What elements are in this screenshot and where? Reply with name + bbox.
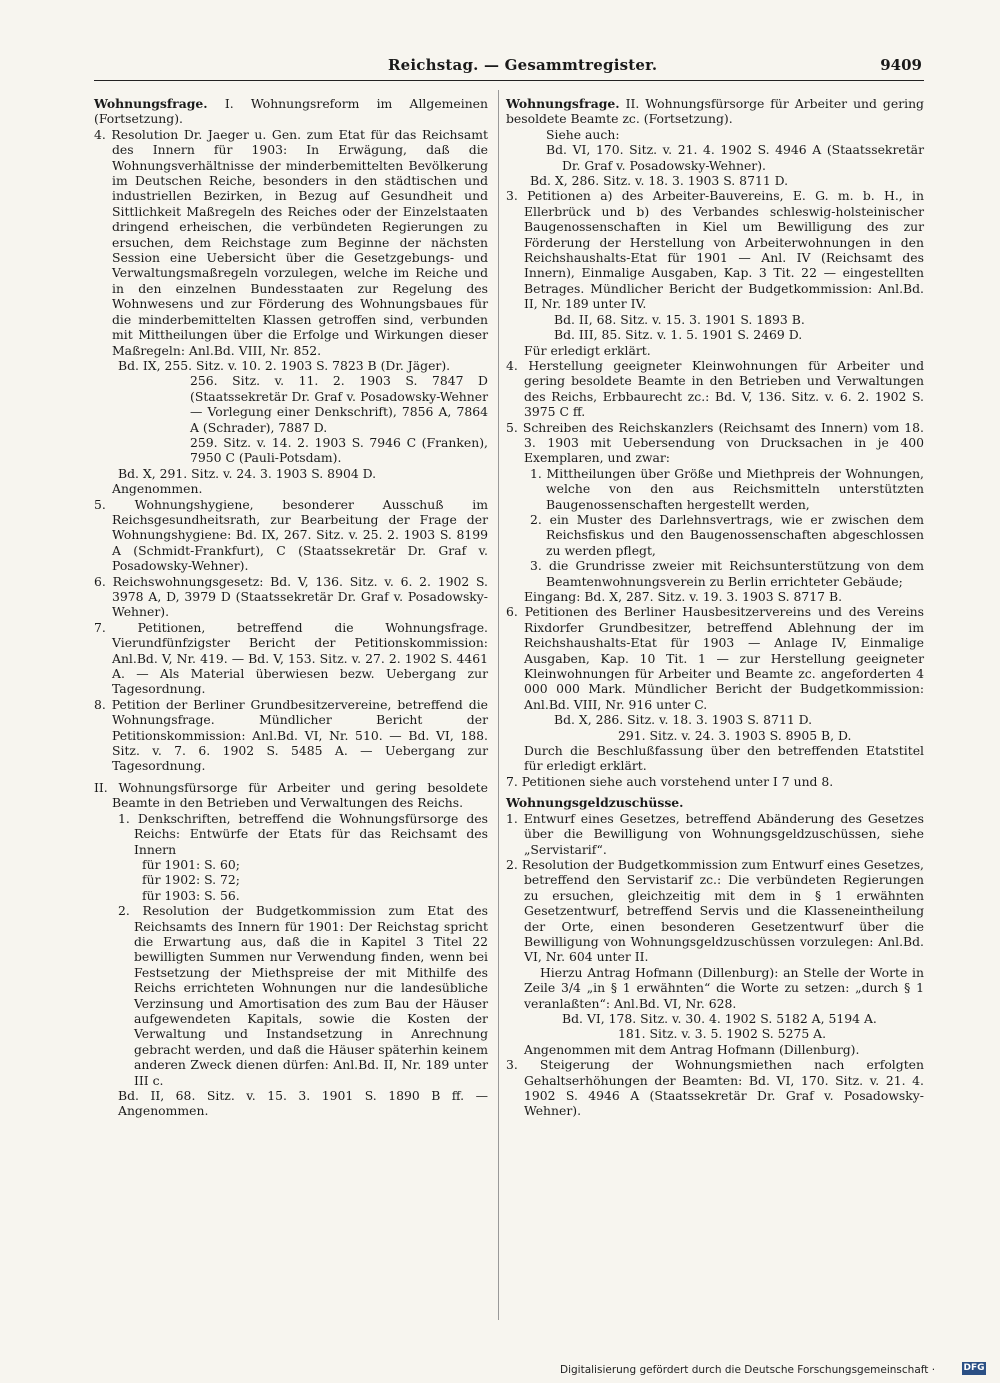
entry-4-result: Angenommen. — [112, 481, 203, 497]
right-column — [506, 96, 924, 1119]
entry-6-ref: Bd. X, 286. Sitz. v. 18. 3. 1903 S. 8711 D. — [554, 712, 813, 728]
entry-6: 6. Petitionen des Berliner Hausbesitzervereins und des Vereins Rixdorfer Grundbesitzer, betreffend Ablehnung der im Reichshaushalts-Etat für 1903 — Anlage IV, Einmalige Ausgaben, Kap. 10 Tit. 1 — zur Herstellung geeigneter Kleinwohnungen für Arbeiter und Beamte zc. angeforderten 4 000 000 Mark. Mündlicher Bericht der Budgetkommission: Anl.Bd. VIII, Nr. 916 unter C. — [506, 604, 924, 712]
entry-w2-amendment: Hierzu Antrag Hofmann (Dillenburg): an Stelle der Worte in Zeile 3/4 „in § 1 erwähnten“ die Worte zu setzen: „durch § 1 veranlaßten“: Anl.Bd. VI, Nr. 628. — [524, 964, 924, 1011]
entry-4-ref: Bd. IX, 255. Sitz. v. 10. 2. 1903 S. 7823 B (Dr. Jäger). — [118, 357, 451, 373]
entry-5-2: 2. ein Muster des Darlehnsvertrags, wie er zwischen dem Reichsfiskus und den Baugenossenschaften abgeschlossen zu werden pflegt, — [530, 511, 924, 558]
entry-ii-1-a: für 1901: S. 60; — [142, 856, 240, 872]
entry-3-ref: Bd. II, 68. Sitz. v. 15. 3. 1901 S. 1893 B. — [554, 311, 805, 327]
running-title: Reichstag. — Gesammtregister. — [388, 56, 658, 74]
entry-5: 5. Schreiben des Reichskanzlers (Reichsamt des Innern) vom 18. 3. 1903 mit Uebersendung von Drucksachen in je 400 Exemplaren, und zwar: — [506, 419, 924, 466]
entry-ii-2-ref: Bd. II, 68. Sitz. v. 15. 3. 1901 S. 1890 B ff. — Angenommen. — [118, 1088, 488, 1119]
entry-3-result: Für erledigt erklärt. — [524, 342, 651, 358]
entry-8: 8. Petition der Berliner Grundbesitzervereine, betreffend die Wohnungsfrage. Mündlicher Bericht der Petitionskommission: Anl.Bd. VI, Nr. 510. — Bd. VI, 188. Sitz. v. 7. 6. 1902 S. 5485 A. — Uebergang zur Tagesordnung. — [94, 696, 488, 774]
left-column — [94, 96, 488, 1119]
entry-4-ref: Bd. X, 291. Sitz. v. 24. 3. 1903 S. 8904 D. — [118, 465, 377, 481]
entry-w2-ref: Bd. VI, 178. Sitz. v. 30. 4. 1902 S. 5182 A, 5194 A. — [562, 1010, 877, 1026]
entry-w2: 2. Resolution der Budgetkommission zum Entwurf eines Gesetzes, betreffend den Servistarif zc.: Die verbündeten Regierungen zu ersuchen, gleichzeitig mit dem in § 1 erwähnten Gesetzentwurf, betreffend Servis und die Klasseneintheilung der Orte, einen besonderen Gesetzentwurf über die Bewilligung von Wohnungsgeldzuschüssen vorzulegen: Anl.Bd. VI, Nr. 604 unter II. — [506, 856, 924, 965]
entry-4: 4. Resolution Dr. Jaeger u. Gen. zum Etat für das Reichsamt des Innern für 1903: In Erwägung, daß die Wohnungsverhältnisse der minderbemittelten Bevölkerung im Deutschen Reiche, besonders in den städtischen und industriellen Bezirken, in Bezug auf Gesundheit und Sittlichkeit Maßregeln des Reiches oder der Einzelstaaten dringend erheischen, die verbündeten Regierungen zu ersuchen, dem Reichstage zum Beginne der nächsten Session eine Uebersicht über die Gesetzgebungs- und Verwaltungsmaßregeln vorzulegen, welche im Reiche und in den einzelnen Bundesstaaten zur Regelung des Wohnwesens und zur Förderung des Wohnungsbaues für die minderbemittelten Klassen getroffen sind, verbunden mit Mittheilungen über die Erfolge und Wirkungen dieser Maßregeln: Anl.Bd. VIII, Nr. 852. — [94, 126, 488, 358]
see-also-ref: Bd. VI, 170. Sitz. v. 21. 4. 1902 S. 4946 A (Staatssekretär Dr. Graf v. Posadowsky-Wehner). — [546, 142, 924, 173]
entry-ii-2: 2. Resolution der Budgetkommission zum Etat des Reichsamts des Innern für 1901: Der Reichstag spricht die Erwartung aus, daß die in Kapitel 3 Titel 22 bewilligten Summen nur Verwendung finden, wenn bei Festsetzung der Miethspreise der mit Mithilfe des Reichs errichteten Wohnungen nur die landesübliche Verzinsung und Amortisation des zum Bau der Häuser aufgewendeten Kapitals, sowie die Kosten der Verwaltung und Instandsetzung in Anrechnung gebracht werden, und daß die Häuser späterhin keinem anderen Zweck dienen dürfen: Anl.Bd. II, Nr. 189 unter III c. — [118, 903, 488, 1088]
column-divider — [498, 90, 499, 1320]
see-also-ref: Bd. X, 286. Sitz. v. 18. 3. 1903 S. 8711 D. — [530, 173, 789, 189]
entry-w1: 1. Entwurf eines Gesetzes, betreffend Abänderung des Gesetzes über die Bewilligung von Wohnungsgeldzuschüssen, siehe „Servistarif“. — [506, 810, 924, 857]
heading-keyword: Wohnungsfrage. — [506, 96, 620, 111]
entry-7: 7. Petitionen, betreffend die Wohnungsfrage. Vierundfünfzigster Bericht der Petitionskommission: Anl.Bd. V, Nr. 419. — Bd. V, 153. Sitz. v. 27. 2. 1902 S. 4461 A. — Als Material überwiesen bezw. Uebergang zur Tagesordnung. — [94, 619, 488, 697]
entry-7: 7. Petitionen siehe auch vorstehend unter I 7 und 8. — [506, 773, 834, 789]
section-heading — [506, 96, 924, 127]
entry-w3: 3. Steigerung der Wohnungsmiethen nach erfolgten Gehaltserhöhungen der Beamten: Bd. VI, 170. Sitz. v. 21. 4. 1902 S. 4946 A (Staatssekretär Dr. Graf v. Posadowsky-Wehner). — [506, 1057, 924, 1119]
entry-3-ref: Bd. III, 85. Sitz. v. 1. 5. 1901 S. 2469 D. — [554, 327, 803, 343]
heading-text: I. Wohnungsreform im Allgemeinen (Fortsetzung). — [94, 96, 488, 127]
section-heading — [94, 96, 488, 127]
entry-4-ref: 256. Sitz. v. 11. 2. 1903 S. 7847 D (Staatssekretär Dr. Graf v. Posadowsky-Wehner — Vorlegung einer Denkschrift), 7856 A, 7864 A (Schrader), 7887 D. — [190, 373, 488, 435]
heading-keyword: Wohnungsfrage. — [94, 96, 208, 111]
header-rule — [94, 80, 924, 81]
digitization-credit: Digitalisierung gefördert durch die Deutsche Forschungsgemeinschaft · — [560, 1364, 936, 1376]
page-number: 9409 — [880, 56, 922, 74]
entry-4-ref: 259. Sitz. v. 14. 2. 1903 S. 7946 C (Franken), 7950 C (Pauli-Potsdam). — [190, 434, 488, 466]
dfg-logo: DFG — [963, 1363, 985, 1373]
entry-ii-1-b: für 1902: S. 72; — [142, 872, 240, 888]
entry-6-ref: 291. Sitz. v. 24. 3. 1903 S. 8905 B, D. — [618, 727, 852, 743]
section-heading-2: Wohnungsgeldzuschüsse. — [506, 795, 684, 811]
entry-ii-1: 1. Denkschriften, betreffend die Wohnungsfürsorge des Reichs: Entwürfe der Etats für das Reichsamt des Innern — [118, 810, 488, 857]
entry-5-1: 1. Mittheilungen über Größe und Miethpreis der Wohnungen, welche von den aus Reichsmitteln unterstützten Baugenossenschaften hergestellt werden, — [530, 465, 924, 512]
entry-5-3: 3. die Grundrisse zweier mit Reichsunterstützung von dem Beamtenwohnungsverein zu Berlin errichteter Gebäude; — [530, 558, 924, 589]
entry-w2-result: Angenommen mit dem Antrag Hofmann (Dillenburg). — [524, 1041, 860, 1057]
entry-6: 6. Reichswohnungsgesetz: Bd. V, 136. Sitz. v. 6. 2. 1902 S. 3978 A, D, 3979 D (Staatssekretär Dr. Graf v. Posadowsky-Wehner). — [94, 573, 488, 620]
page-header — [0, 56, 1000, 78]
entry-w2-ref: 181. Sitz. v. 3. 5. 1902 S. 5275 A. — [618, 1026, 827, 1042]
entry-4: 4. Herstellung geeigneter Kleinwohnungen für Arbeiter und gering besoldete Beamte in den Betrieben und Verwaltungen des Reichs, Erbbaurecht zc.: Bd. V, 136. Sitz. v. 6. 2. 1902 S. 3975 C ff. — [506, 357, 924, 420]
entry-6-result: Durch die Beschlußfassung über den betreffenden Etatstitel für erledigt erklärt. — [524, 743, 924, 774]
entry-5-result: Eingang: Bd. X, 287. Sitz. v. 19. 3. 1903 S. 8717 B. — [524, 589, 843, 604]
heading-text: II. Wohnungsfürsorge für Arbeiter und gering besoldete Beamte zc. (Fortsetzung). — [506, 96, 924, 127]
entry-ii-1-c: für 1903: S. 56. — [142, 887, 240, 903]
see-also-label: Siehe auch: — [546, 126, 620, 142]
entry-3: 3. Petitionen a) des Arbeiter-Bauvereins, E. G. m. b. H., in Ellerbrück und b) des Verbandes schleswig-holsteinischer Baugenossenschaften in Kiel um Bewilligung des zur Förderung der Herstellung von Arbeiterwohnungen in den Reichshaushalts-Etat für 1901 — Anl. IV (Reichsamt des Innern), Einmalige Ausgaben, Kap. 3 Tit. 22 — eingestellten Betrages. Mündlicher Bericht der Budgetkommission: Anl.Bd. II, Nr. 189 unter IV. — [506, 188, 924, 312]
entry-5: 5. Wohnungshygiene, besonderer Ausschuß im Reichsgesundheitsrath, zur Bearbeitung der Frage der Wohnungshygiene: Bd. IX, 267. Sitz. v. 25. 2. 1903 S. 8199 A (Schmidt-Frankfurt), C (Staatssekretär Dr. Graf v. Posadowsky-Wehner). — [94, 496, 488, 574]
section-ii-heading: II. Wohnungsfürsorge für Arbeiter und gering besoldete Beamte in den Betrieben und Verwaltungen des Reichs. — [94, 779, 488, 811]
